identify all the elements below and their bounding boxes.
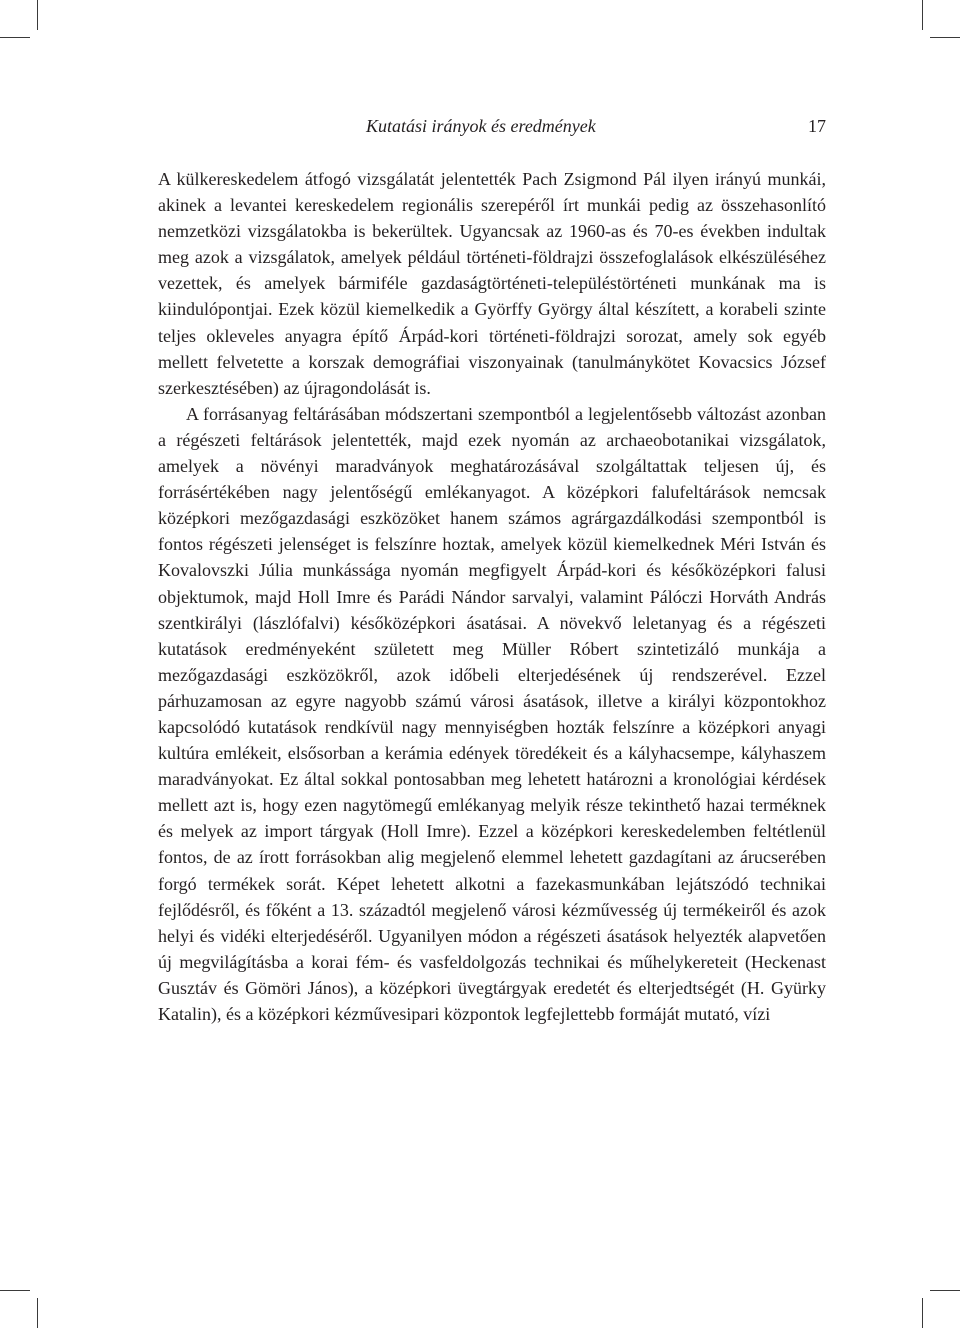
crop-mark-top-left: [37, 0, 38, 30]
body-text: [158, 166, 826, 1027]
crop-mark-left-bottom: [0, 1290, 30, 1291]
paragraph: A forrásanyag feltárásában módszertani szempontból a legjelentősebb változást azonban a régészeti feltárások jelentették, majd ezek nyomán az archaeobotanikai vizsgálatok, amelyek a növényi maradványok meghatározásával szolgáltattak teljesen új, és forrásértékében nagy jelentőségű emlékanyagot. A középkori falufeltárások nemcsak középkori mezőgazdasági eszközöket hanem számos agrárgazdálkodási szempontból is fontos régészeti jelenséget is felszínre hoztak, amelyek közül kiemelkednek Méri István és Kovalovszki Júlia munkássága nyomán megfigyelt Árpád-kori és későközépkori falusi objektumok, majd Holl Imre és Parádi Nándor sarvalyi, valamint Pálóczi Horváth András szentkirályi (lászlófalvi) későközépkori ásatásai. A növekvő leletanyag és a régészeti kutatások eredményeként született meg Müller Róbert szintetizáló munkája a mezőgazdasági eszközökről, azok időbeli elterjedésének új rendszerével. Ezzel párhuzamosan az egyre nagyobb számú városi ásatások, illetve a királyi központokhoz kapcsolódó kutatások rendkívül nagy mennyiségben hozták felszínre a középkori anyagi kultúra emlékeit, elsősorban a kerámia edények töredékeit és a kályhacsempe, kályhaszem maradványokat. Ez által sokkal pontosabban meg lehetett határozni a kronológiai kérdések mellett azt is, hogy ezen nagytömegű emlékanyag melyik része tekinthető hazai terméknek és melyek az import tárgyak (Holl Imre). Ezzel a középkori kereskedelemben feltétlenül fontos, de az írott forrásokban alig megjelenő elemmel lehetett gazdagítani az árucserében forgó termékek sorát. Képet lehetett alkotni a fazekasmunkában lejátszódó technikai fejlődésről, és főként a 13. századtól megjelenő városi kézművesség új termékeiről és azok helyi és vidéki elterjedéséről. Ugyanilyen módon a régészeti ásatások helyezték alapvetően új megvilágításba a korai fém- és vasfeldolgozás technikai és műhelykereteit (Heckenast Gusztáv és Gömöri János), a középkori üvegtárgyak eredetét és elterjedtségét (H. Gyürky Katalin), és a középkori kézművesipari központok legfejlettebb formáját mutató, vízi: [158, 403, 826, 1024]
crop-mark-left-top: [0, 37, 30, 38]
crop-mark-top-right: [922, 0, 923, 30]
paragraph: A külkereskedelem átfogó vizsgálatát jelentették Pach Zsigmond Pál ilyen irányú munkái, akinek a levantei kereskedelem regionális szerepéről írt munkái pedig az összehasonlító nemzetközi vizsgálatokba is bekerültek. Ugyancsak az 1960-as és 70-es években indultak meg azok a vizsgálatok, amelyek például történeti-földrajzi összefoglalások elkészüléséhez vezettek, és amelyek bármiféle gazdaságtörténeti-településtörténeti munkának ma is kiindulópontjai. Ezek közül kiemelkedik a Györffy György által készített, a korabeli szinte teljes okleveles anyagra építő Árpád-kori történeti-földrajzi sorozat, amely sok egyéb mellett felvetette a korszak demográfiai viszonyainak (tanulmánykötet Kovacsics József szerkesztésében) az újragondolását is.: [158, 169, 826, 398]
running-header: [158, 116, 826, 137]
crop-mark-right-bottom: [930, 1290, 960, 1291]
crop-mark-bottom-right: [922, 1298, 923, 1328]
running-title: Kutatási irányok és eredmények: [366, 116, 596, 136]
page-number: 17: [808, 116, 826, 136]
crop-mark-right-top: [930, 37, 960, 38]
crop-mark-bottom-left: [37, 1298, 38, 1328]
